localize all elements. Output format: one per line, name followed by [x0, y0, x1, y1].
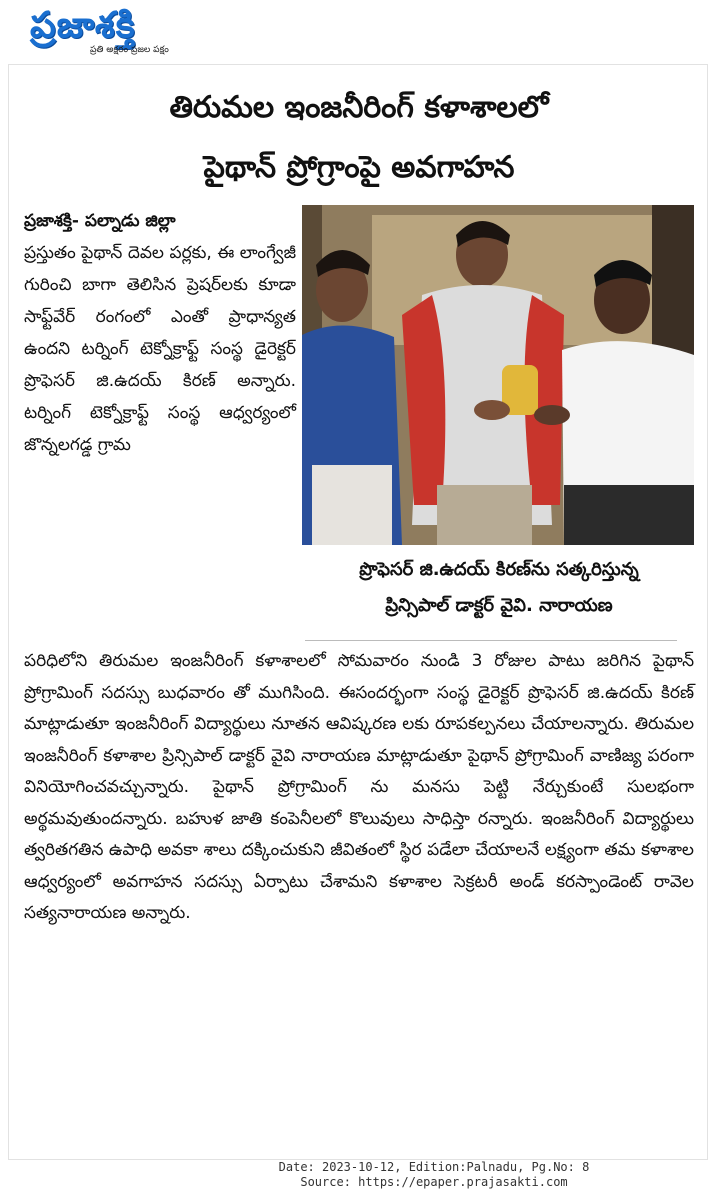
logo-text: ప్రజాశక్తి [30, 5, 136, 46]
photo-caption [305, 552, 693, 624]
source-footer [0, 1160, 718, 1190]
article-column [24, 205, 296, 461]
article-body: పరిధిలోని తిరుమల ఇంజనీరింగ్ కళాశాలలో సోమవారం నుండి 3 రోజుల పాటు జరిగిన పైథాన్ ప్రోగ్రామింగ్ సదస్సు బుధవారం తో ముగిసింది. ఈసందర్భంగా సంస్థ డైరెక్టర్ ప్రొఫెసర్ జి.ఉదయ్ కిరణ్ మాట్లాడుతూ ఇంజనీరింగ్ విద్యార్థులు నూతన ఆవిష్కరణ లకు రూపకల్పనలు చేయాలన్నారు. తిరుమల ఇంజనీరింగ్ కళాశాల ప్రిన్సిపాల్ డాక్టర్ వైవి నారాయణ మాట్లాడుతూ పైథాన్ ప్రోగ్రామింగ్ వాణిజ్య పరంగా వినియోగించవచ్చున్నారు. పైథాన్ ప్రోగ్రామింగ్ ను మనసు పెట్టి నేర్చుకుంటే సులభంగా అర్థమవుతుందన్నారు. బహుళ జాతి కంపెనీలలో కొలువులు సాధిస్తా రన్నారు. ఇంజనీరింగ్ విద్యార్థులు త్వరితగతిన ఉపాధి అవకా శాలు దక్కించుకుని జీవితంలో స్థిర పడేలా చేయాలనే లక్ష్యంగా తమ కళాశాల ఆధ్వర్యంలో అవగాహన సదస్సు ఏర్పాటు చేశామని కళాశాల సెక్రటరీ అండ్ కరస్పాండెంట్ రావెల సత్యనారాయణ అన్నారు. [24, 651, 694, 923]
caption-divider [305, 640, 677, 641]
footer-source-link[interactable]: Source: https://epaper.prajasakti.com [300, 1175, 568, 1189]
masthead [0, 0, 718, 62]
column-text: ప్రస్తుతం పైథాన్ దెవల పర్లకు, ఈ లాంగ్వేజీ గురించి బాగా తెలిసిన ప్రెషర్‌లకు కూడా సాఫ్ట్‌వేర్ రంగంలో ఎంతో ప్రాధాన్యత ఉందని టర్నింగ్ టెక్నోక్రాఫ్ట్ సంస్థ డైరెక్టర్ ప్రొఫెసర్ జి.ఉదయ్ కిరణ్ అన్నారు. టర్నింగ్ టెక్నోక్రాఫ్ట్ సంస్థ ఆధ్వర్యంలో జొన్నలగడ్డ గ్రామ [24, 243, 296, 455]
caption-line-2: ప్రిన్సిపాల్ డాక్టర్ వైవి. నారాయణ [385, 595, 613, 616]
headline-line-1: తిరుమల ఇంజనీరింగ్ కళాశాలలో [169, 90, 549, 125]
headline-line-2: పైథాన్ ప్రోగ్రాంపై అవగాహన [203, 150, 515, 185]
dateline: ప్రజాశక్తి- పల్నాడు జిల్లా [24, 211, 176, 231]
caption-line-1: ప్రొఫెసర్ జి.ఉదయ్ కిరణ్‌ను సత్కరిస్తున్న [359, 559, 639, 580]
newspaper-logo [30, 6, 200, 58]
logo-tagline: ప్రతి అక్షరం ప్రజల పక్షం [90, 45, 169, 55]
news-photo [302, 205, 694, 545]
photo-illustration [302, 205, 694, 545]
footer-date-edition: Date: 2023-10-12, Edition:Palnadu, Pg.No: 8 [278, 1160, 590, 1174]
